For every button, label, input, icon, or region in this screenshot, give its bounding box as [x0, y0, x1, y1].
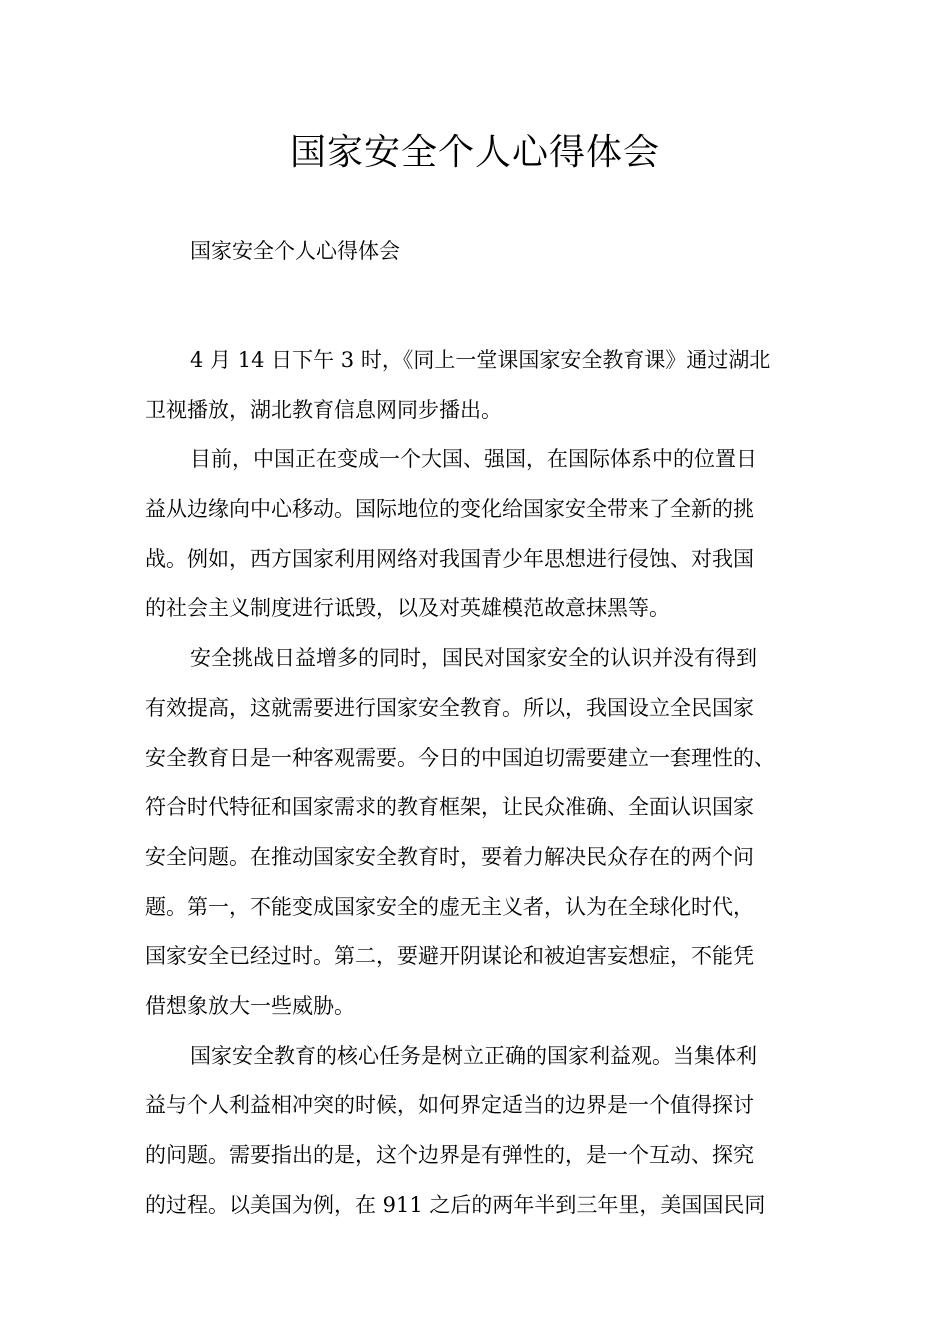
- paragraph-line: 题。第一，不能变成国家安全的虚无主义者，认为在全球化时代，: [145, 894, 754, 919]
- paragraph-line: 的过程。以美国为例，在 911 之后的两年半到三年里，美国国民同: [145, 1192, 766, 1217]
- paragraph-line: 4 月 14 日下午 3 时，《同上一堂课国家安全教育课》通过湖北: [190, 348, 771, 372]
- paragraph-line: 益从边缘向中心移动。国际地位的变化给国家安全带来了全新的挑: [145, 497, 754, 522]
- paragraph: [145, 634, 825, 1032]
- paragraph: [145, 336, 825, 435]
- paragraph-line: 益与个人利益相冲突的时候，如何界定适当的边界是一个值得探讨: [145, 1093, 754, 1118]
- paragraph-line: 卫视播放，湖北教育信息网同步播出。: [145, 397, 502, 422]
- paragraph-line: 安全教育日是一种客观需要。今日的中国迫切需要建立一套理性的、: [145, 745, 775, 770]
- paragraph-line: 借想象放大一些威胁。: [145, 993, 355, 1018]
- paragraph-line: 的问题。需要指出的是，这个边界是有弹性的，是一个互动、探究: [145, 1143, 754, 1167]
- paragraph-line: 有效提高，这就需要进行国家安全教育。所以，我国设立全民国家: [145, 695, 754, 720]
- paragraph-line: 目前，中国正在变成一个大国、强国，在国际体系中的位置日: [190, 447, 757, 472]
- paragraph-line: 国家安全教育的核心任务是树立正确的国家利益观。当集体利: [190, 1043, 757, 1068]
- paragraph: [145, 435, 825, 634]
- document-subtitle: 国家安全个人心得体会: [190, 239, 400, 263]
- paragraph-line: 的社会主义制度进行诋毁，以及对英雄模范故意抹黑等。: [145, 596, 670, 621]
- paragraph-line: 符合时代特征和国家需求的教育框架，让民众准确、全面认识国家: [145, 795, 754, 820]
- paragraph: [145, 1032, 825, 1231]
- paragraph-line: 国家安全已经过时。第二，要避开阴谋论和被迫害妄想症，不能凭: [145, 944, 754, 969]
- paragraph-line: 战。例如，西方国家利用网络对我国青少年思想进行侵蚀、对我国: [145, 546, 754, 571]
- paragraph-line: 安全问题。在推动国家安全教育时，要着力解决民众存在的两个问: [145, 844, 754, 869]
- paragraph-line: 安全挑战日益增多的同时，国民对国家安全的认识并没有得到: [190, 646, 757, 671]
- document-body: [145, 336, 825, 1230]
- document-title: 国家安全个人心得体会: [289, 132, 660, 173]
